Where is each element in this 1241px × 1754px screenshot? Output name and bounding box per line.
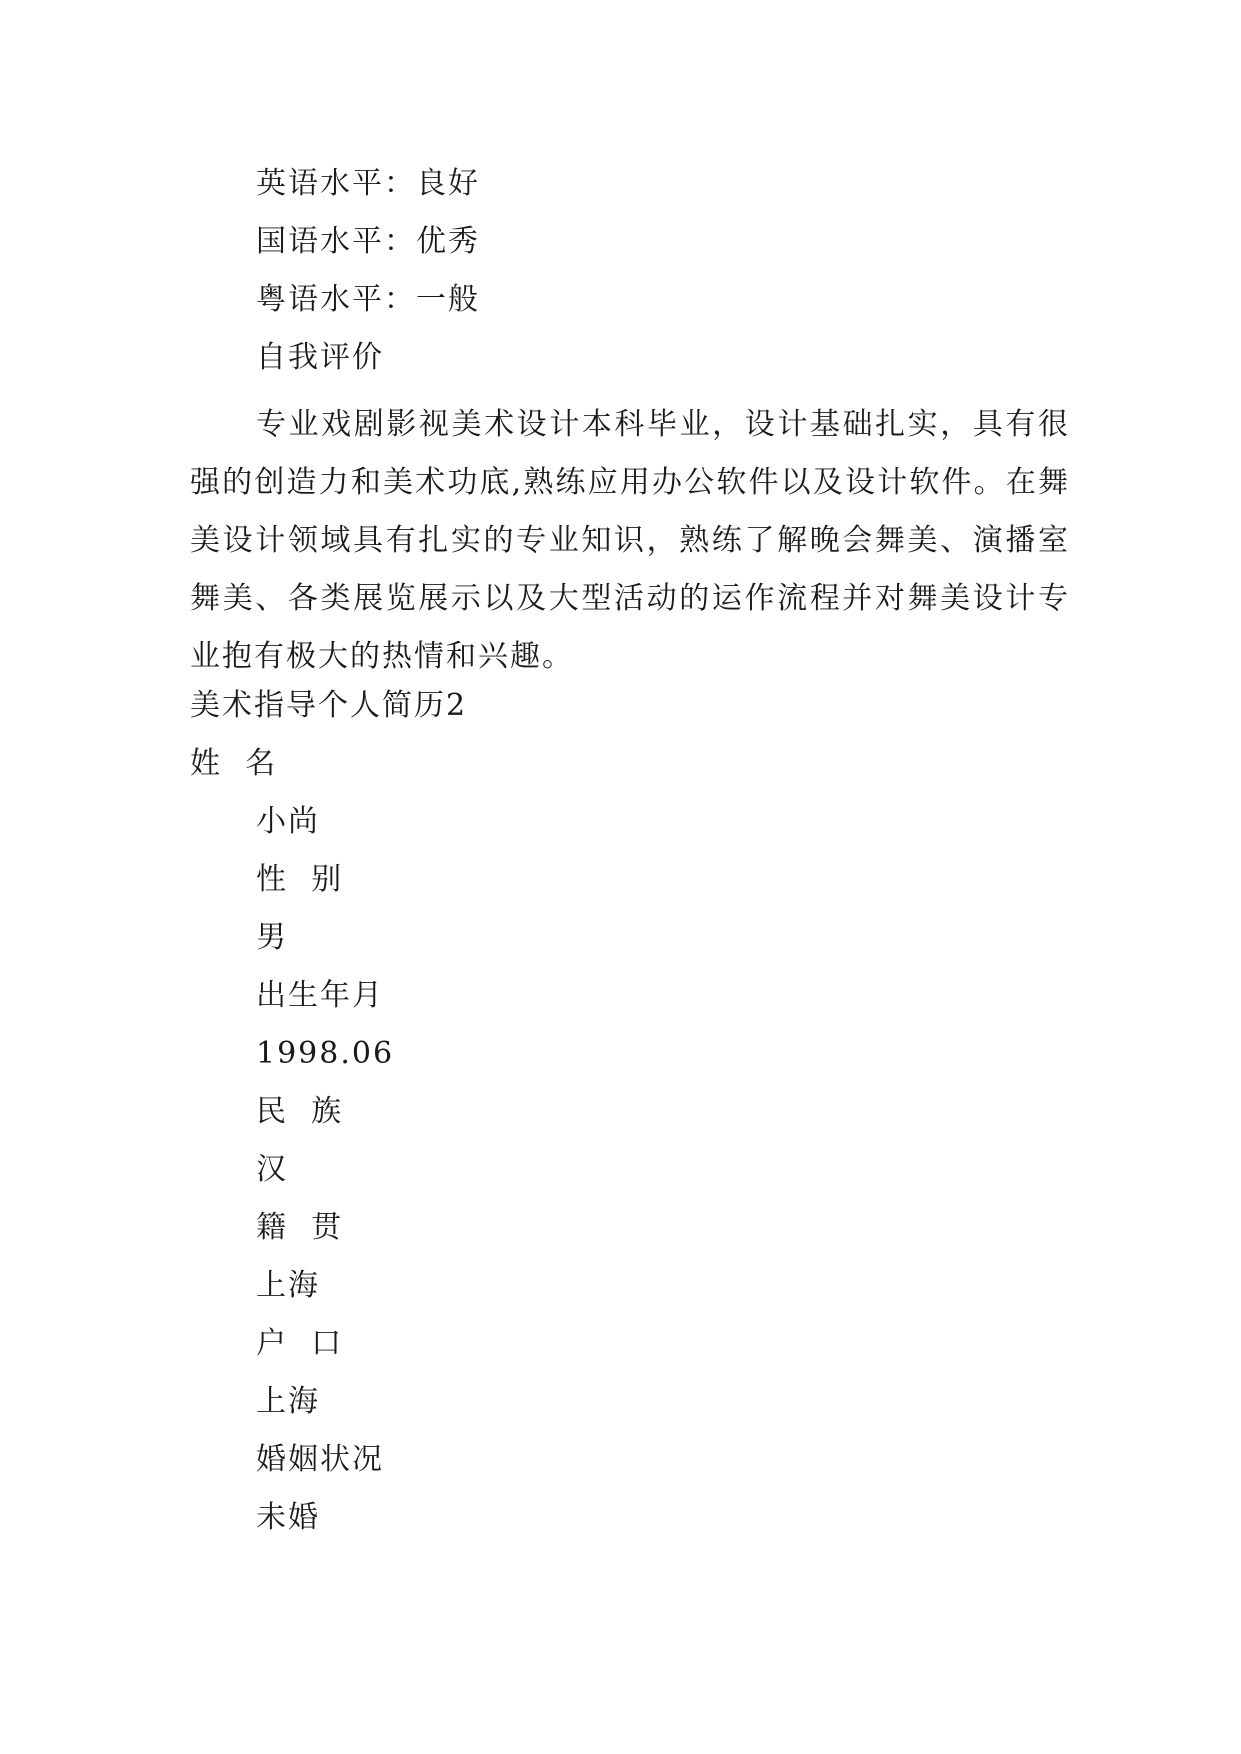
origin-label: 籍 贯 [256, 1210, 344, 1245]
birth-value: 1998.06 [256, 1036, 395, 1071]
name-value: 小尚 [256, 804, 320, 839]
gender-label: 性 别 [256, 862, 344, 897]
ethnicity-label: 民 族 [256, 1094, 344, 1129]
origin-value: 上海 [256, 1268, 320, 1303]
birth-label: 出生年月 [256, 978, 384, 1013]
marital-label: 婚姻状况 [256, 1442, 384, 1477]
mandarin-level: 国语水平：优秀 [256, 224, 480, 259]
self-evaluation-heading: 自我评价 [256, 340, 384, 375]
self-evaluation-body: 专业戏剧影视美术设计本科毕业，设计基础扎实，具有很强的创造力和美术功底,熟练应用办公软件以及设计软件。在舞美设计领域具有扎实的专业知识，熟练了解晚会舞美、演播室舞美、各类展览展示以及大型活动的运作流程并对舞美设计专业抱有极大的热情和兴趣。 [190, 407, 1070, 674]
english-level: 英语水平：良好 [256, 166, 480, 201]
hukou-label: 户 口 [256, 1326, 344, 1361]
name-label: 姓 名 [190, 746, 278, 781]
gender-value: 男 [256, 920, 288, 955]
ethnicity-value: 汉 [256, 1152, 288, 1187]
resume-title: 美术指导个人简历2 [190, 688, 468, 723]
hukou-value: 上海 [256, 1384, 320, 1419]
cantonese-level: 粤语水平：一般 [256, 282, 480, 317]
marital-value: 未婚 [256, 1500, 320, 1535]
